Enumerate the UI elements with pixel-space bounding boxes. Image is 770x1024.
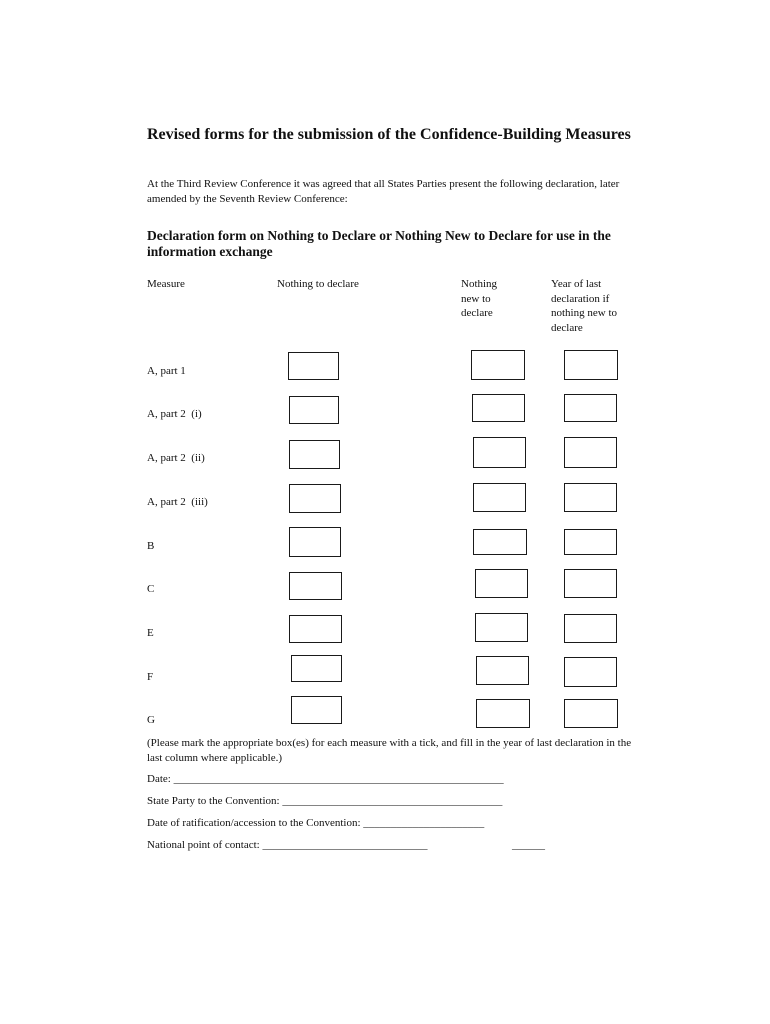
column-header-year-last-line: declaration if (551, 292, 610, 305)
column-header-nothing-to-declare: Nothing to declare (277, 278, 359, 290)
checkbox-nothing-new-c[interactable] (475, 569, 528, 598)
column-header-nothing-new-line: Nothing (461, 278, 498, 290)
row-label-e: E (147, 627, 154, 639)
national-contact-field[interactable]: National point of contact: ______________________________ (147, 839, 428, 851)
row-label-a-part-2-iii: A, part 2 (iii) (147, 496, 208, 508)
checkbox-nothing-new-f[interactable] (476, 656, 529, 685)
column-header-nothing-new-line: declare (461, 307, 493, 320)
checkbox-nothing-new-a-part-1[interactable] (471, 350, 525, 380)
column-header-year-last-line: declare (551, 322, 583, 335)
checkbox-nothing-new-a-part-2-ii[interactable] (473, 437, 526, 468)
checkbox-nothing-to-declare-c[interactable] (289, 572, 342, 600)
column-header-year-last-line: Year of last (551, 278, 602, 290)
row-label-g: G (147, 714, 155, 726)
column-header-measure: Measure (147, 278, 185, 290)
checkbox-nothing-new-g[interactable] (476, 699, 530, 728)
intro-paragraph: At the Third Review Conference it was agreed that all States Parties present the following declaration, later amended by the Seventh Review Conference: (147, 178, 620, 205)
checkbox-nothing-new-e[interactable] (475, 613, 528, 642)
checkbox-nothing-to-declare-g[interactable] (291, 696, 342, 724)
checkbox-nothing-new-b[interactable] (473, 529, 527, 555)
row-label-b: B (147, 540, 155, 552)
national-contact-extra-field[interactable]: ______ (512, 839, 545, 851)
column-header-nothing-new-line: new to (461, 292, 491, 305)
row-label-a-part-2-i: A, part 2 (i) (147, 408, 202, 420)
row-label-f: F (147, 671, 154, 683)
checkbox-nothing-to-declare-e[interactable] (289, 615, 342, 643)
state-party-field[interactable]: State Party to the Convention: ________________________________________ (147, 795, 503, 807)
checkbox-nothing-to-declare-a-part-2-ii[interactable] (289, 440, 340, 469)
year-box-a-part-2-ii[interactable] (564, 437, 617, 468)
year-box-a-part-2-iii[interactable] (564, 483, 617, 512)
year-box-a-part-2-i[interactable] (564, 394, 617, 422)
row-label-a-part-1: A, part 1 (147, 365, 186, 377)
ratification-date-field[interactable]: Date of ratification/accession to the Convention: ______________________ (147, 817, 485, 829)
year-box-e[interactable] (564, 614, 617, 643)
year-box-c[interactable] (564, 569, 617, 598)
year-box-g[interactable] (564, 699, 618, 728)
document-title: Revised forms for the submission of the Confidence-Building Measures (147, 126, 631, 143)
form-subtitle: Declaration form on Nothing to Declare or Nothing New to Declare for use in the information exchange (147, 228, 611, 259)
checkbox-nothing-to-declare-a-part-2-iii[interactable] (289, 484, 341, 513)
checkbox-nothing-new-a-part-2-i[interactable] (472, 394, 525, 422)
column-header-year-last (551, 277, 617, 336)
checkbox-nothing-to-declare-a-part-1[interactable] (288, 352, 339, 380)
row-label-c: C (147, 583, 155, 595)
year-box-b[interactable] (564, 529, 617, 555)
checkbox-nothing-new-a-part-2-iii[interactable] (473, 483, 526, 512)
year-box-f[interactable] (564, 657, 617, 687)
checkbox-nothing-to-declare-b[interactable] (289, 527, 341, 557)
instructions-note: (Please mark the appropriate box(es) for each measure with a tick, and fill in the year of last declaration in the last column where applicable.) (147, 737, 632, 764)
row-label-a-part-2-ii: A, part 2 (ii) (147, 452, 205, 464)
column-header-nothing-new (461, 277, 497, 321)
date-field[interactable]: Date: ____________________________________________________________ (147, 773, 504, 785)
checkbox-nothing-to-declare-f[interactable] (291, 655, 342, 682)
year-box-a-part-1[interactable] (564, 350, 618, 380)
column-header-year-last-line: nothing new to (551, 307, 617, 320)
checkbox-nothing-to-declare-a-part-2-i[interactable] (289, 396, 339, 424)
